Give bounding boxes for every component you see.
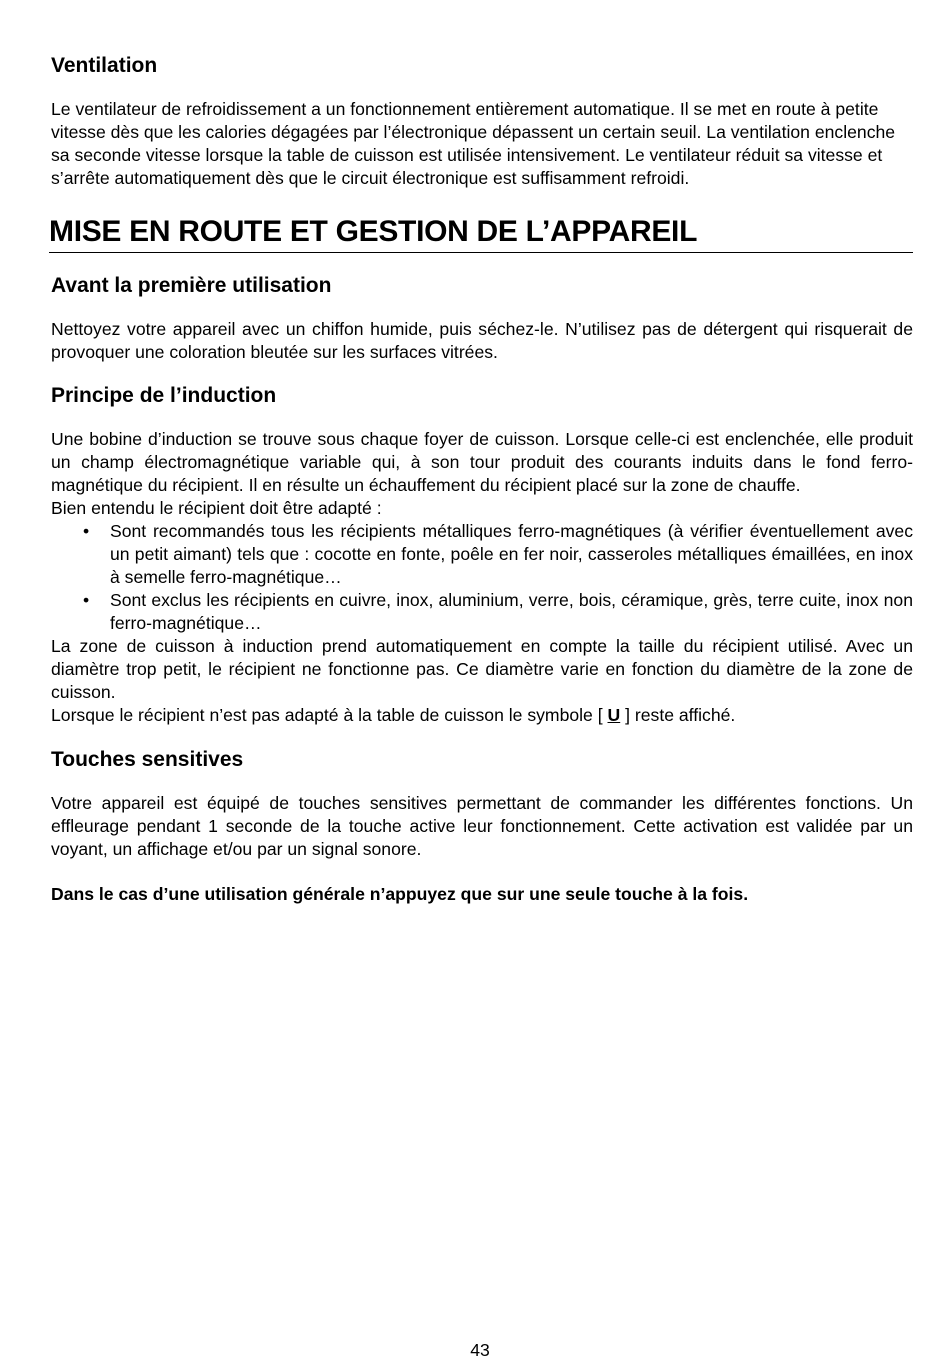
list-item-text: Sont exclus les récipients en cuivre, inox, aluminium, verre, bois, céramique, grès, terre cuite, inox non ferro-magnétique…: [110, 590, 913, 633]
ventilation-heading: Ventilation: [51, 54, 158, 77]
list-item-text: Sont recommandés tous les récipients métalliques ferro-magnétiques (à vérifier éventuellement avec un petit aimant) tels que : cocotte en fonte, poêle en fer noir, casseroles métalliques émaillées, en inox à semelle ferro-magnétique…: [110, 521, 913, 587]
principe-intro-paragraph: Une bobine d’induction se trouve sous chaque foyer de cuisson. Lorsque celle-ci est enclenchée, elle produit un champ électromagnétique variable qui, à son tour produit des courants induits dans le fond ferro-magnétique du récipient. Il en résulte un échauffement du récipient placé sur la zone de chauffe.: [51, 429, 913, 495]
avant-paragraph: Nettoyez votre appareil avec un chiffon humide, puis séchez-le. N’utilisez pas de détergent qui risquerait de provoquer une coloration bleutée sur les surfaces vitrées.: [51, 319, 913, 362]
touches-heading: Touches sensitives: [51, 748, 244, 771]
touches-paragraph: Votre appareil est équipé de touches sensitives permettant de commander les différentes fonctions. Un effleurage pendant 1 seconde de la touche active leur fonctionnement. Cette activation est validée par un voyant, un affichage et/ou par un signal sonore.: [51, 793, 913, 859]
zone-cuisson-paragraph: La zone de cuisson à induction prend automatiquement en compte la taille du récipient utilisé. Avec un diamètre trop petit, le récipient ne fonctionne pas. Ce diamètre varie en fonction du diamètre de la zone de cuisson.: [51, 636, 913, 702]
principe-heading: Principe de l’induction: [51, 384, 277, 407]
bullet-icon: •: [83, 590, 90, 610]
ventilation-paragraph: Le ventilateur de refroidissement a un fonctionnement entièrement automatique. Il se met en route à petite vitesse dès que les calories dégagées par l’électronique dépassent un certain seuil. La ventilation enclenche sa seconde vitesse lorsque la table de cuisson est utilisée intensivement. Le ventilateur réduit sa vitesse et s’arrête automatiquement dès que le circuit électronique est suffisamment refroidi.: [51, 99, 896, 188]
symbole-u: U: [607, 705, 621, 725]
recipient-bullet-list: [51, 520, 913, 635]
symbole-paragraph: [51, 704, 913, 727]
touches-note: Dans le cas d’une utilisation générale n’appuyez que sur une seule touche à la fois.: [51, 884, 749, 904]
page-number: 43: [470, 1340, 490, 1360]
list-item: [51, 520, 913, 589]
principe-adapte-line: Bien entendu le récipient doit être adapté :: [51, 498, 382, 518]
symbole-text-before: Lorsque le récipient n’est pas adapté à la table de cuisson le symbole [: [51, 705, 603, 725]
section-title: MISE EN ROUTE ET GESTION DE L’APPAREIL: [49, 214, 913, 253]
document-page: [51, 50, 913, 906]
symbole-text-after: ] reste affiché.: [625, 705, 736, 725]
avant-heading: Avant la première utilisation: [51, 274, 332, 297]
list-item: [51, 589, 913, 635]
bullet-icon: •: [83, 521, 90, 541]
